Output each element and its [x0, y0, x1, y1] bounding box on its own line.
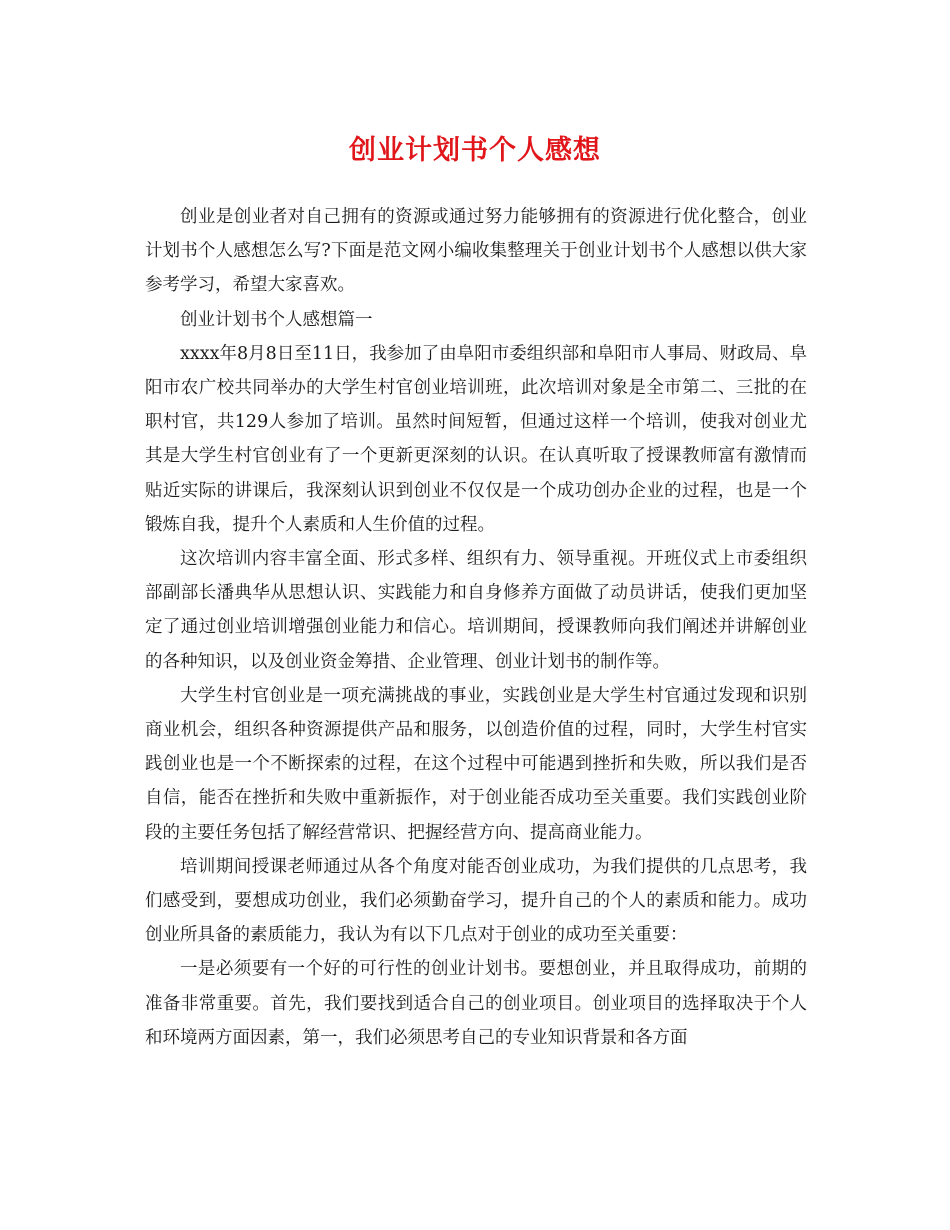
paragraph-intro: 创业是创业者对自己拥有的资源或通过努力能够拥有的资源进行优化整合，创业计划书个人感想怎么写?下面是范文网小编收集整理关于创业计划书个人感想以供大家参考学习，希望大家喜欢。: [145, 207, 807, 296]
document-title: 创业计划书个人感想: [349, 135, 601, 166]
paragraph: 这次培训内容丰富全面、形式多样、组织有力、领导重视。开班仪式上市委组织部副部长潘典华从思想认识、实践能力和自身修养方面做了动员讲话，使我们更加坚定了通过创业培训增强创业能力和信心。培训期间，授课教师向我们阐述并讲解创业的各种知识，以及创业资金筹措、企业管理、创业计划书的制作等。: [145, 549, 807, 672]
paragraph: 一是必须要有一个好的可行性的创业计划书。要想创业，并且取得成功，前期的准备非常重要。首先，我们要找到适合自己的创业项目。创业项目的选择取决于个人和环境两方面因素，第一，我们必须思考自己的专业知识背景和各方面: [145, 959, 807, 1048]
paragraph: 大学生村官创业是一项充满挑战的事业，实践创业是大学生村官通过发现和识别商业机会，组织各种资源提供产品和服务，以创造价值的过程，同时，大学生村官实践创业也是一个不断探索的过程，在这个过程中可能遇到挫折和失败，所以我们是否自信，能否在挫折和失败中重新振作，对于创业能否成功至关重要。我们实践创业阶段的主要任务包括了解经营常识、把握经营方向、提高商业能力。: [145, 685, 807, 843]
section-heading: 创业计划书个人感想篇一: [180, 309, 373, 330]
paragraph: xxxx年8月8日至11日，我参加了由阜阳市委组织部和阜阳市人事局、财政局、阜阳市农广校共同举办的大学生村官创业培训班，此次培训对象是全市第二、三批的在职村官，共129人参加了培训。虽然时间短暂，但通过这样一个培训，使我对创业尤其是大学生村官创业有了一个更新更深刻的认识。在认真听取了授课教师富有激情而贴近实际的讲课后，我深刻认识到创业不仅仅是一个成功创办企业的过程，也是一个锻炼自我，提升个人素质和人生价值的过程。: [145, 343, 807, 535]
document-body: [145, 200, 807, 1055]
paragraph: 培训期间授课老师通过从各个角度对能否创业成功，为我们提供的几点思考，我们感受到，要想成功创业，我们必须勤奋学习，提升自己的个人的素质和能力。成功创业所具备的素质能力，我认为有以下几点对于创业的成功至关重要：: [145, 856, 807, 946]
